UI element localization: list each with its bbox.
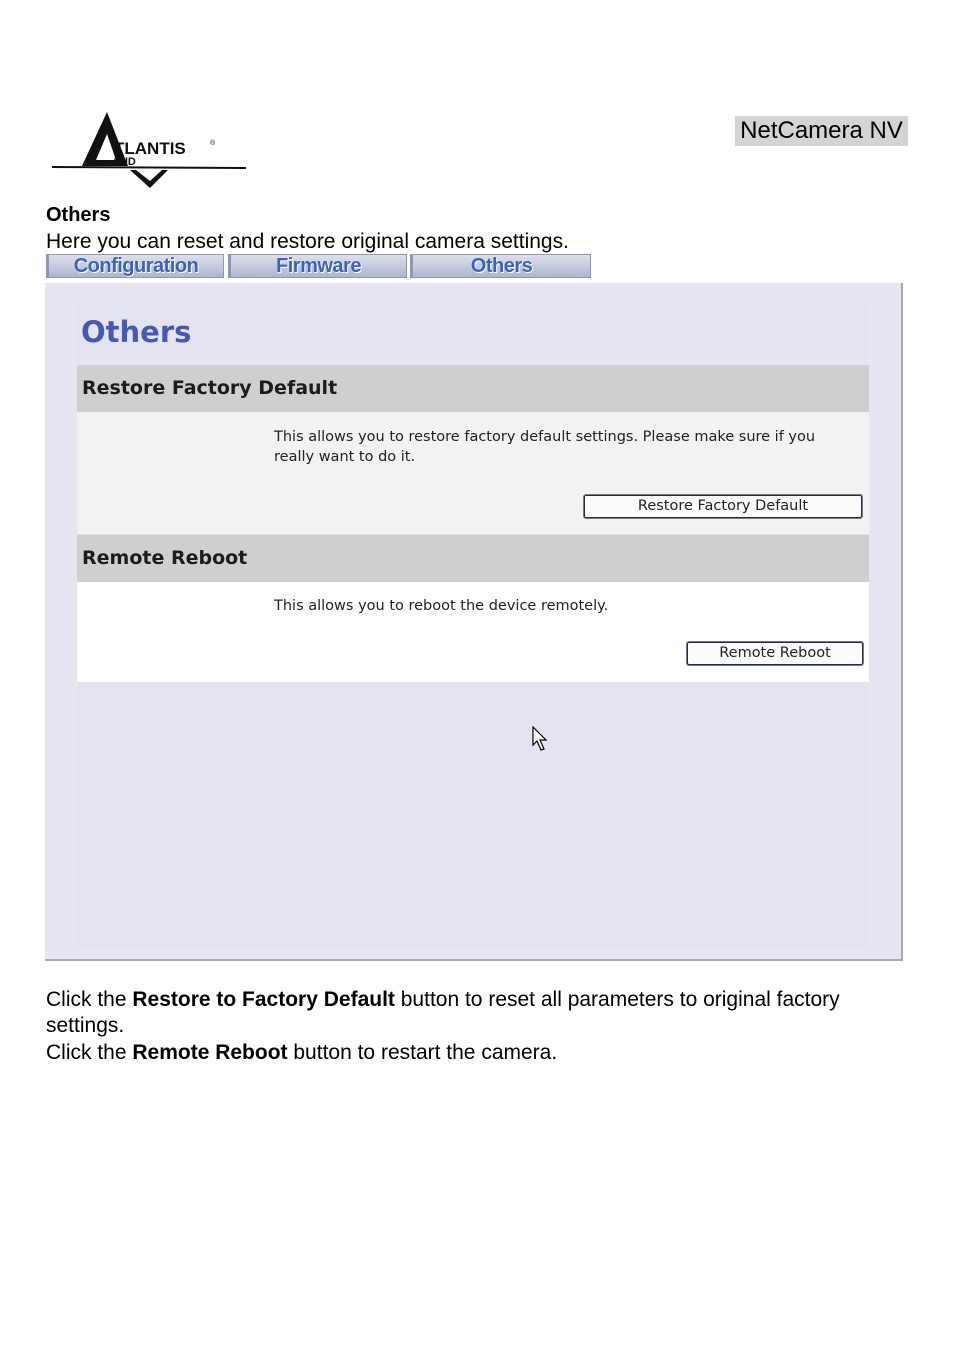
tab-firmware[interactable]: Firmware: [228, 254, 407, 278]
instruction-text: button to restart the camera.: [287, 1041, 558, 1064]
product-name: NetCamera NV: [735, 116, 908, 146]
reboot-heading: Remote Reboot: [77, 535, 869, 582]
section-title: Others: [46, 204, 111, 226]
reboot-description: This allows you to reboot the device remotely.: [274, 598, 609, 614]
svg-text:AND: AND: [112, 156, 136, 168]
instruction-bold: Restore to Factory Default: [132, 988, 395, 1011]
svg-text:®: ®: [210, 140, 216, 147]
svg-text:TLANTIS: TLANTIS: [114, 139, 186, 158]
tab-others[interactable]: Others: [410, 254, 591, 278]
instruction-text: Click the: [46, 1041, 133, 1064]
instruction-bold: Remote Reboot: [132, 1041, 288, 1064]
section-intro: Here you can reset and restore original camera settings.: [46, 230, 569, 253]
instruction-text: button to reset all parameters to original factory settings.: [46, 988, 840, 1037]
restore-description: This allows you to restore factory default settings. Please make sure if you really want to do it.: [274, 429, 816, 465]
panel-title: Others: [81, 315, 192, 349]
tab-configuration[interactable]: Configuration: [46, 254, 224, 278]
restore-heading: Restore Factory Default: [77, 365, 869, 412]
atlantis-logo: [52, 108, 248, 198]
instruction-reboot: [46, 1040, 912, 1066]
restore-body: [77, 412, 869, 534]
mouse-cursor-icon: [532, 726, 548, 752]
instruction-restore: [46, 987, 912, 1039]
reboot-body: [77, 582, 869, 682]
instruction-text: Click the: [46, 988, 133, 1011]
restore-factory-default-button[interactable]: Restore Factory Default: [583, 494, 863, 519]
remote-reboot-button[interactable]: Remote Reboot: [686, 641, 864, 666]
